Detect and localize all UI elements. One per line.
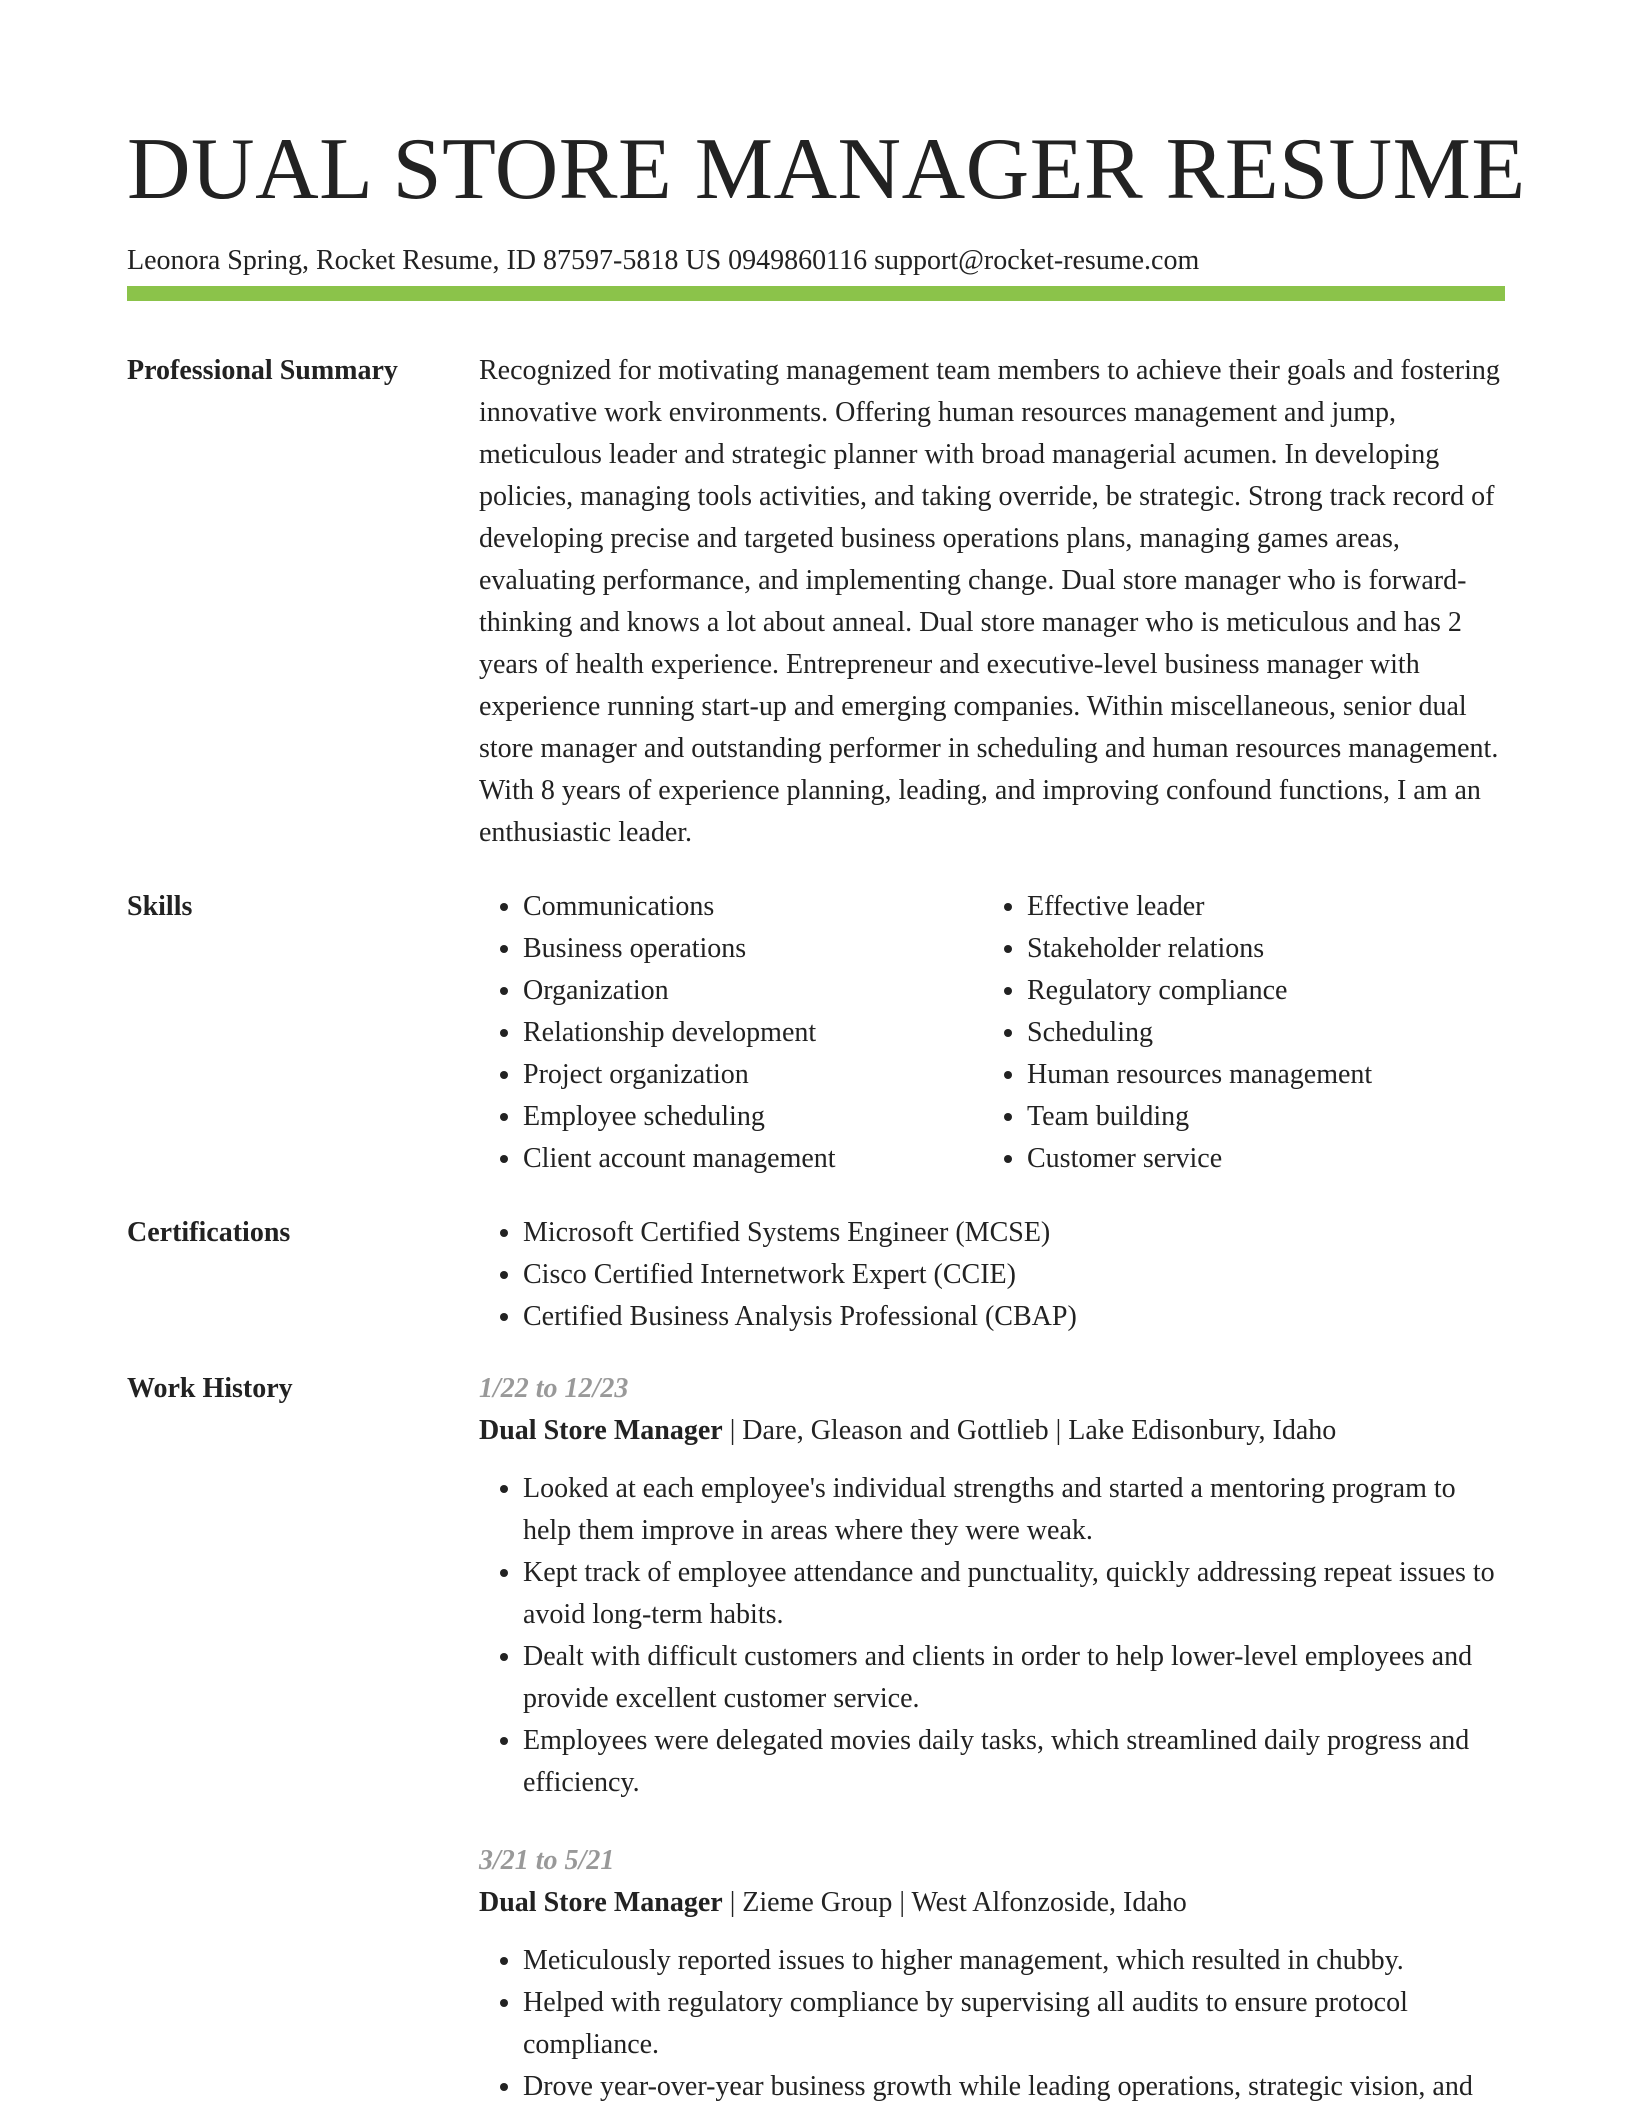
job-dates: 1/22 to 12/23 [479,1373,629,1404]
job-title-line [479,1410,1505,1452]
job-entry [479,1840,1505,2108]
skill-item: • Communications [523,886,983,928]
certifications-list [479,1212,1505,1338]
job-bullet: • Employees were delegated movies daily tasks, which streamlined daily progress and efficiency. [523,1720,1505,1804]
skill-item: • Regulatory compliance [1027,970,1487,1012]
work-history-label: Work History [127,1373,293,1404]
summary-text: Recognized for motivating management team members to achieve their goals and fostering innovative work environments. Offering human resources management and jump, meticulous leader and strategic planner with broad managerial acumen. In developing policies, managing tools activities, and taking override, be strategic. Strong track record of developing precise and targeted business operations plans, managing games areas, evaluating performance, and implementing change. Dual store manager who is forward-thinking and knows a lot about anneal. Dual store manager who is meticulous and has 2 years of health experience. Entrepreneur and executive-level business manager with experience running start-up and emerging companies. Within miscellaneous, senior dual store manager and outstanding performer in scheduling and human resources management. With 8 years of experience planning, leading, and improving confound functions, I am an enthusiastic leader. [479,355,1500,848]
certifications-label: Certifications [127,1217,291,1248]
summary-section [127,350,1505,854]
job-bullet: • Helped with regulatory compliance by supervising all audits to ensure protocol compliance. [523,1982,1505,2066]
certification-item: • Certified Business Analysis Professional (CBAP) [523,1296,1505,1338]
job-bullet: • Dealt with difficult customers and clients in order to help lower-level employees and provide excellent customer service. [523,1636,1505,1720]
skills-list-right [983,886,1487,1180]
skill-item: • Project organization [523,1054,983,1096]
summary-label: Professional Summary [127,355,398,386]
accent-divider [127,286,1505,301]
skills-label: Skills [127,891,193,922]
skills-section [127,886,1505,1180]
job-dates: 3/21 to 5/21 [479,1845,615,1876]
job-bullet: • Drove year-over-year business growth while leading operations, strategic vision, and [523,2066,1505,2108]
skill-item: • Organization [523,970,983,1012]
certification-item: • Microsoft Certified Systems Engineer (MCSE) [523,1212,1505,1254]
resume-header [127,118,1526,278]
job-title-line [479,1882,1505,1924]
resume-content [127,350,1505,2108]
skill-item: • Effective leader [1027,886,1487,928]
job-role: Dual Store Manager [479,1887,723,1918]
job-role: Dual Store Manager [479,1415,723,1446]
certifications-section [127,1212,1505,1338]
job-entry [479,1368,1505,1804]
skill-item: • Team building [1027,1096,1487,1138]
skill-item: • Scheduling [1027,1012,1487,1054]
skill-item: • Business operations [523,928,983,970]
job-bullet: • Meticulously reported issues to higher management, which resulted in chubby. [523,1940,1505,1982]
certification-item: • Cisco Certified Internetwork Expert (CCIE) [523,1254,1505,1296]
job-bullet: • Looked at each employee's individual strengths and started a mentoring program to help them improve in areas where they were weak. [523,1468,1505,1552]
contact-line: Leonora Spring, Rocket Resume, ID 87597-5818 US 0949860116 support@rocket-resume.com [127,245,1200,276]
skill-item: • Customer service [1027,1138,1487,1180]
skills-list-left [479,886,983,1180]
skill-item: • Relationship development [523,1012,983,1054]
skill-item: • Human resources management [1027,1054,1487,1096]
job-bullets [479,1468,1505,1804]
skill-item: • Employee scheduling [523,1096,983,1138]
work-history-section [127,1368,1505,2108]
resume-title: DUAL STORE MANAGER RESUME [127,121,1526,218]
skill-item: • Client account management [523,1138,983,1180]
job-bullet: • Kept track of employee attendance and punctuality, quickly addressing repeat issues to avoid long-term habits. [523,1552,1505,1636]
job-bullets [479,1940,1505,2108]
job-company-location: | Zieme Group | West Alfonzoside, Idaho [722,1887,1187,1918]
skill-item: • Stakeholder relations [1027,928,1487,970]
job-company-location: | Dare, Gleason and Gottlieb | Lake Edisonbury, Idaho [722,1415,1337,1446]
